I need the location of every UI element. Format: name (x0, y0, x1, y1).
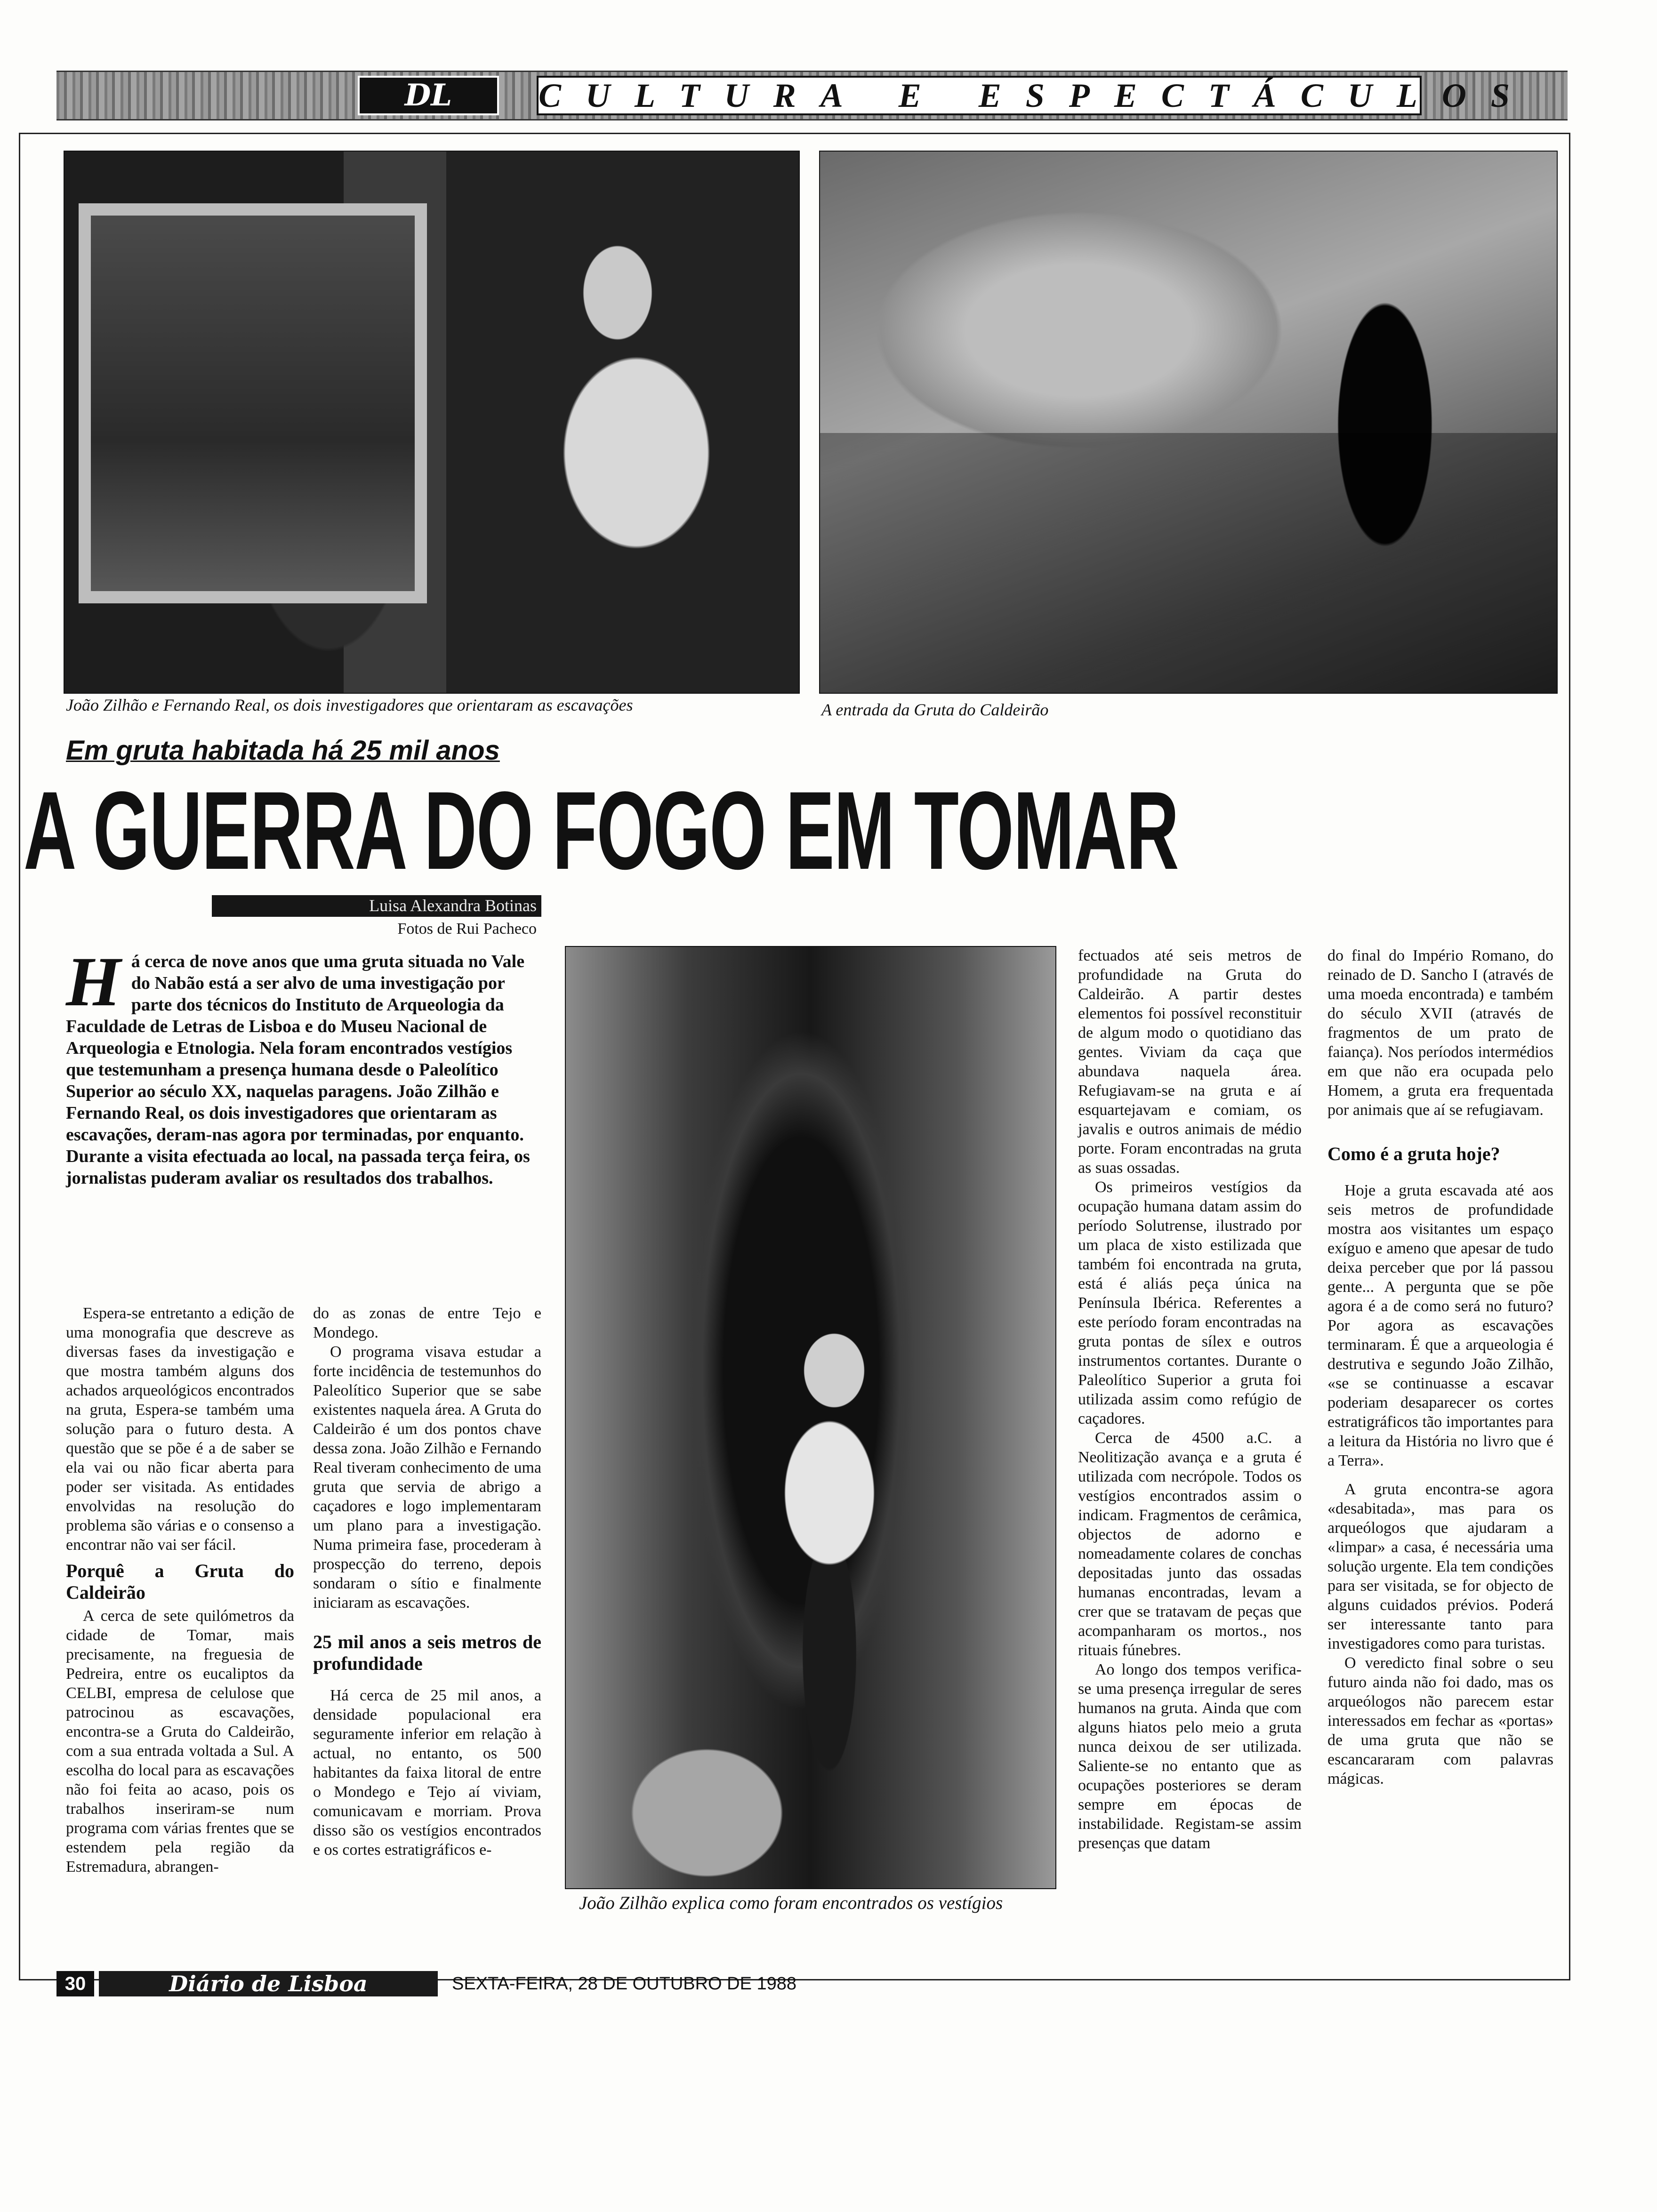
article-column-4 (1327, 946, 1553, 1788)
paragraph: O veredicto final sobre o seu futuro ainda não foi dado, mas os arqueólogos não parecem estar interessados em fechar as «portas» de uma gruta que não se escancararam com palavras mágicas. (1327, 1654, 1553, 1787)
paragraph: A gruta encontra-se agora «desabitada», mas para os arqueólogos que ajudaram a «limpar» a casa, é necessária uma solução urgente. Ela tem condições para ser visitada, se for objecto de alguns cuidados prévios. Poderá ser interessante tanto para investigadores como para turistas. (1327, 1481, 1553, 1652)
section-title: CULTURA E ESPECTÁCULOS (537, 76, 1422, 115)
article-author: Luisa Alexandra Botinas (369, 896, 537, 915)
photo-investigators (64, 151, 800, 694)
paragraph: Espera-se entretanto a edição de uma monografia que descreve as diversas fases da investigação e que mostra também alguns dos achados arqueológicos encontrados na gruta, Espera-se também uma solução para o futuro desta. A questão que se põe é a de saber se ela vai ou não ficar aberta para poder ser visitada. As entidades envolvidas na resolução do problema são várias e o consenso a encontrar não vai ser fácil. (66, 1305, 294, 1554)
paragraph: Os primeiros vestígios da ocupação humana datam assim do período Solutrense, ilustrado por um placa de xisto estilizada que também foi encontrada na gruta, está é aliás peça única na Península Ibérica. Referentes a este período foram encontradas na gruta pontas de sílex e outros instrumentos cortantes. Durante o Paleolítico Superior a gruta foi utilizada assim como refúgio de caçadores. (1078, 1178, 1302, 1427)
photo-credit: Fotos de Rui Pacheco (397, 920, 537, 938)
article-headline: A GUERRA DO FOGO EM TOMAR (24, 769, 1179, 893)
background-painting (79, 203, 427, 603)
section-header-bar (56, 71, 1568, 120)
page-footer (56, 1967, 1233, 2000)
article-column-2 (313, 1304, 541, 1859)
photo-zilhao-in-cave (565, 946, 1056, 1889)
page-number: 30 (56, 1971, 94, 1996)
paragraph: Hoje a gruta escavada até aos seis metros de profundidade mostra aos visitantes um espaço exíguo e ameno que apesar de tudo deixa perceber que por lá passou gente... A pergunta que se põe agora é a de como será no futuro? Por agora as escavações terminaram. É que a arqueologia é destrutiva e segundo João Zilhão, «se se continuasse a escavar poderiam desaparecer os cortes estratigráficos tão importantes para a leitura da História no livro que é a Terra». (1327, 1182, 1553, 1469)
paragraph: do final do Império Romano, do reinado de D. Sancho I (através de uma moeda encontrada) e também do século XVII (através de fragmentos de um prato de faiança). Nos períodos intermédios em que não era ocupada pelo Homem, a gruta era frequentada por animais que aí se refugiavam. (1327, 947, 1553, 1119)
subheading-why-caldeirao: Porquê a Gruta do Caldeirão (66, 1560, 294, 1603)
article-column-1 (66, 1304, 294, 1876)
article-lead (66, 943, 541, 1189)
paragraph: Há cerca de 25 mil anos, a densidade populacional era seguramente inferior em relação à actual, no entanto, os 500 habitantes da faixa litoral de entre o Mondego e Tejo aí viviam, comunicavam e morriam. Prova disso são os vestígios encontrados e os cortes estratigráficos e- (313, 1687, 541, 1859)
photo-cave-entrance (819, 151, 1558, 694)
article-kicker: Em gruta habitada há 25 mil anos (66, 735, 500, 766)
drop-cap: H (66, 943, 121, 1021)
paragraph: O programa visava estudar a forte incidência de testemunhos do Paleolítico Superior que se sabe existentes naquela área. A Gruta do Caldeirão é um dos pontos chave dessa zona. João Zilhão e Fernando Real tiveram conhecimento de uma gruta que servia de abrigo a caçadores e logo implementaram um plano para a investigação. Numa primeira fase, procederam à prospecção do terreno, depois sondaram o sítio e finalmente iniciaram as escavações. (313, 1343, 541, 1611)
article-column-3 (1078, 946, 1302, 1853)
lead-text: á cerca de nove anos que uma gruta situada no Vale do Nabão está a ser alvo de uma investigação por parte dos técnicos do Instituto de Arqueologia da Faculdade de Letras de Lisboa e do Museu Nacional de Arqueologia e Etnologia. Nela foram encontrados vestígios que testemunham a presença humana desde o Paleolítico Superior ao século XX, naquelas paragens. João Zilhão e Fernando Real, os dois investigadores que orientaram as escavações, deram-nas agora por terminadas, por enquanto. Durante a visita efectuada ao local, na passada terça feira, os jornalistas puderam avaliar os resultados dos trabalhos. (66, 952, 530, 1188)
paragraph: do as zonas de entre Tejo e Mondego. (313, 1305, 541, 1341)
subheading-cave-today: Como é a gruta hoje? (1327, 1143, 1500, 1164)
paragraph: fectuados até seis metros de profundidade na Gruta do Caldeirão. A partir destes elementos foi possível reconstituir de algum modo o quotidiano das gentes. Viviam da caça que abundava naquela área. Refugiavam-se na gruta e aí esquartejavam e comiam, os javalis e outros animais de médio porte. Foram encontradas na gruta as suas ossadas. (1078, 947, 1302, 1177)
paragraph: Cerca de 4500 a.C. a Neolitização avança e a gruta é utilizada com necrópole. Todos os vestígios encontrados assim o indicam. Fragmentos de cerâmica, objectos de adorno e nomeadamente colares de conchas depositadas junto das ossadas humanas encontradas, levam a crer que se tratavam de peças que acompanharam os mortos., nos rituais fúnebres. (1078, 1429, 1302, 1659)
newspaper-logo: DL (358, 76, 499, 115)
photo-caption-zilhao: João Zilhão explica como foram encontrados os vestígios (579, 1893, 1003, 1913)
paragraph: A cerca de sete quilómetros da cidade de Tomar, mais precisamente, na freguesia de Pedreira, entre os eucaliptos da CELBI, empresa de celulose que patrocinou as escavações, encontra-se a Gruta do Caldeirão, com a sua entrada voltada a Sul. A escolha do local para as escavações não foi feita ao acaso, pois os trabalhos inseriram-se num programa com várias frentes que se estendem pela região da Estremadura, abrangen- (66, 1607, 294, 1875)
photo-caption-cave-entrance: A entrada da Gruta do Caldeirão (821, 700, 1049, 719)
subheading-25-thousand-years: 25 mil anos a seis metros de profundidade (313, 1631, 541, 1674)
newspaper-name: Diário de Lisboa (99, 1971, 438, 1996)
photo-caption-investigators: João Zilhão e Fernando Real, os dois investigadores que orientaram as escavações (66, 696, 633, 714)
publication-date: SEXTA-FEIRA, 28 DE OUTUBRO DE 1988 (452, 1974, 797, 1994)
paragraph: Ao longo dos tempos verifica-se uma presença irregular de seres humanos na gruta. Ainda que com alguns hiatos pelo meio a gruta nunca deixou de ser utilizada. Saliente-se no entanto que as ocupações posteriores se deram sempre em épocas de instabilidade. Registam-se assim presenças que datam (1078, 1661, 1302, 1852)
